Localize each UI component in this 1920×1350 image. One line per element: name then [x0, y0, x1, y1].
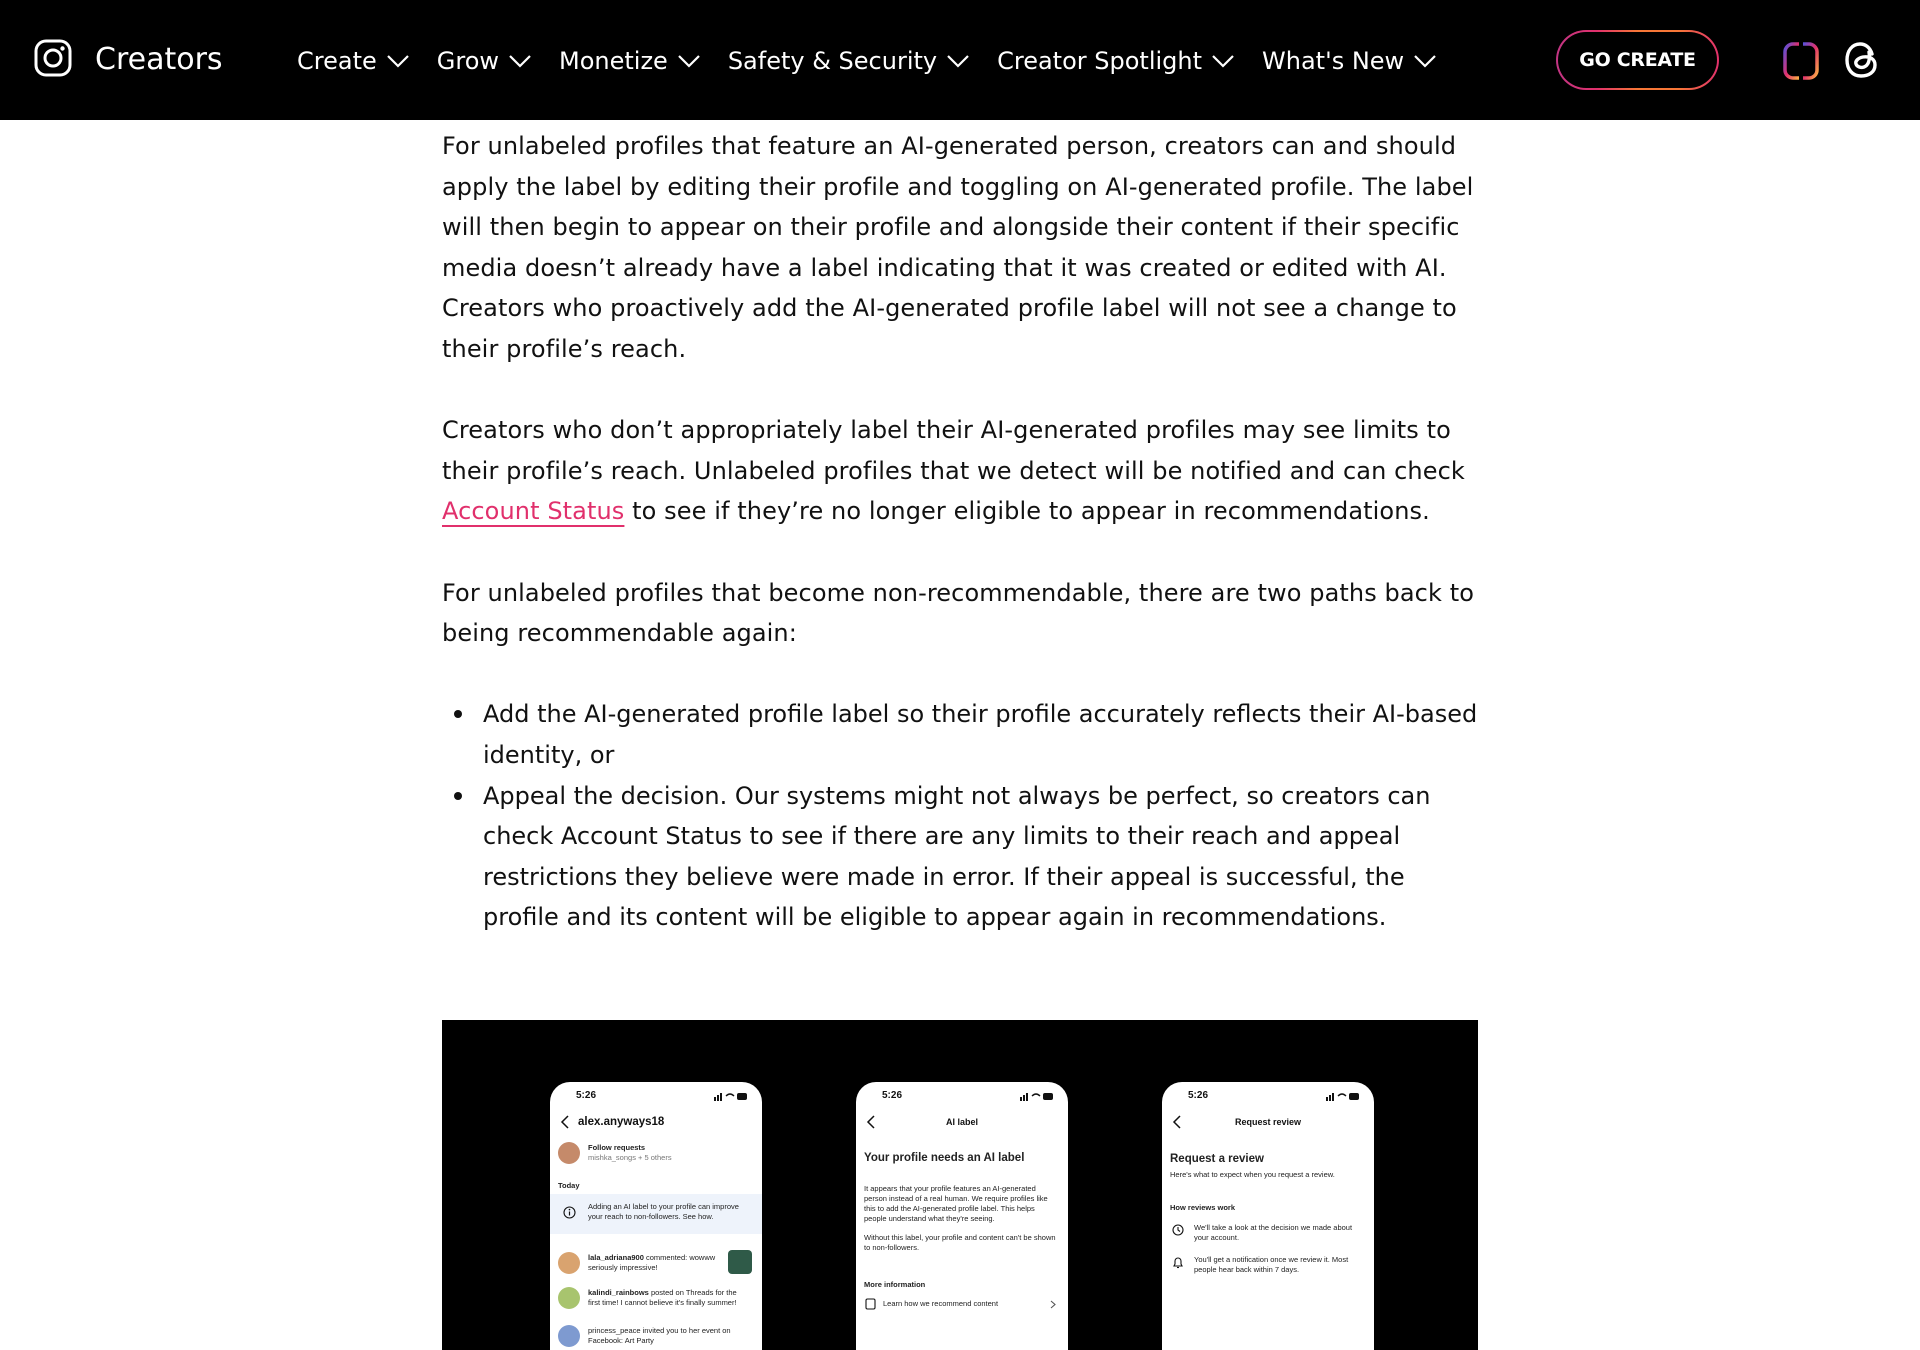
status-time: 5:26 [882, 1090, 903, 1101]
edits-app-icon[interactable] [1782, 40, 1820, 82]
chevron-down-icon [1210, 53, 1236, 69]
list-item: Appeal the decision. Our systems might not always be perfect, so creators can check Account Status to see if there are any limits to their reach and appeal restrictions they believe were made in error. If their appeal is successful, the profile and its content will be eligible to appear again in recommendations. [442, 776, 1482, 938]
paragraph-labeling: For unlabeled profiles that feature an AI-generated person, creators can and should apply the label by editing their profile and toggling on AI-generated profile. The label will then begin to appear on their profile and alongside their content if their specific media doesn’t already have a label indicating that it was created or edited with AI. Creators who proactively add the AI-generated profile label will not see a change to their profile’s reach. [442, 132, 1474, 363]
signal-battery-icon [714, 1092, 748, 1101]
back-icon [560, 1115, 570, 1129]
notif-user: kalindi_rainbows [588, 1288, 649, 1297]
more-info-heading: More information [864, 1280, 926, 1289]
nav-item-creator-spotlight[interactable] [997, 44, 1236, 78]
notif-user: lala_adriana900 [588, 1253, 644, 1262]
nav-item-label: What's New [1262, 47, 1405, 75]
phone-ai-label [856, 1082, 1068, 1350]
screen-heading: Your profile needs an AI label [864, 1152, 1025, 1164]
paragraph-text: Creators who don’t appropriately label their AI-generated profiles may see limits to their profile’s reach. Unlabeled profiles that we detect will be notified and can check [442, 416, 1465, 485]
nav-item-label: Create [297, 47, 377, 75]
screen-body: Without this label, your profile and content can't be shown to non-followers. [864, 1233, 1056, 1252]
chevron-down-icon [385, 53, 411, 69]
threads-icon[interactable] [1842, 38, 1884, 82]
account-status-link[interactable]: Account Status [442, 497, 625, 526]
bell-icon [1172, 1256, 1184, 1269]
avatar [558, 1287, 580, 1309]
status-bar [550, 1090, 762, 1104]
avatar [558, 1325, 580, 1347]
nav-item-label: Grow [436, 47, 499, 75]
chevron-down-icon [945, 53, 971, 69]
nav-item-monetize[interactable] [559, 44, 702, 78]
nav-item-label: Monetize [559, 47, 668, 75]
review-step: We'll take a look at the decision we made about your account. [1194, 1223, 1353, 1242]
learn-link: Learn how we recommend content [883, 1299, 999, 1308]
phones-illustration [442, 1020, 1478, 1350]
follow-requests-sub: mishka_songs + 5 others [588, 1153, 672, 1162]
signal-battery-icon [1326, 1092, 1360, 1101]
status-bar [1162, 1090, 1374, 1104]
nav-item-safety-security[interactable] [728, 44, 971, 78]
nav-item-whats-new[interactable] [1262, 44, 1438, 78]
screen-sub: Here's what to expect when you request a review. [1170, 1170, 1335, 1179]
paragraph-paths: For unlabeled profiles that become non-recommendable, there are two paths back to being recommendable again: [442, 578, 1475, 648]
clock-icon [1172, 1224, 1184, 1236]
review-step: You'll get a notification once we review it. Most people hear back within 7 days. [1194, 1255, 1349, 1274]
notif-text: posted on Threads for the first time! I cannot believe it's finally summer! [588, 1288, 737, 1307]
list-item: Add the AI-generated profile label so their profile accurately reflects their AI-based identity, or [442, 694, 1482, 775]
main-menu [297, 44, 1464, 78]
go-create-label: GO CREATE [1558, 32, 1717, 88]
notif-text: princess_peace invited you to her event on Facebook: Art Party [588, 1326, 731, 1345]
instagram-logo-icon[interactable] [34, 39, 72, 77]
avatar [558, 1142, 580, 1164]
post-thumbnail [728, 1250, 752, 1274]
chevron-down-icon [676, 53, 702, 69]
brand-title[interactable]: Creators [95, 42, 223, 77]
chevron-down-icon [1412, 53, 1438, 69]
status-bar [856, 1090, 1068, 1104]
nav-item-label: Safety & Security [727, 47, 938, 75]
paragraph-limits [442, 410, 1482, 532]
document-icon [865, 1298, 876, 1310]
paths-list [442, 694, 1482, 938]
profile-username: alex.anyways18 [578, 1116, 665, 1128]
paragraph-text: to see if they’re no longer eligible to appear in recommendations. [624, 497, 1430, 526]
nav-item-grow[interactable] [437, 44, 533, 78]
notice-text: Adding an AI label to your profile can improve your reach to non-followers. See how. [588, 1202, 739, 1221]
chevron-right-icon [1050, 1300, 1056, 1309]
avatar [558, 1252, 580, 1274]
screen-title: AI label [945, 1117, 978, 1127]
nav-item-create[interactable] [297, 44, 411, 78]
phone-notifications [550, 1082, 762, 1350]
status-time: 5:26 [576, 1090, 597, 1101]
signal-battery-icon [1020, 1092, 1054, 1101]
nav-item-label: Creator Spotlight [997, 47, 1203, 75]
screen-heading: Request a review [1170, 1153, 1264, 1165]
info-icon [563, 1206, 576, 1219]
go-create-button[interactable] [1556, 30, 1719, 90]
follow-requests-title: Follow requests [588, 1143, 646, 1152]
chevron-down-icon [507, 53, 533, 69]
section-today: Today [558, 1181, 580, 1190]
status-time: 5:26 [1188, 1090, 1209, 1101]
screen-title: Request review [1234, 1117, 1302, 1127]
article-body [442, 126, 1482, 938]
notif-text: commented: wowww seriously impressive! [588, 1253, 716, 1272]
top-nav [0, 0, 1920, 120]
phone-request-review [1162, 1082, 1374, 1350]
screen-body: It appears that your profile features an AI-generated person instead of a real human. We require profiles like this to add the AI-generated profile label. This helps people understand what they're seeing. [864, 1184, 1048, 1223]
how-reviews-heading: How reviews work [1170, 1203, 1236, 1212]
